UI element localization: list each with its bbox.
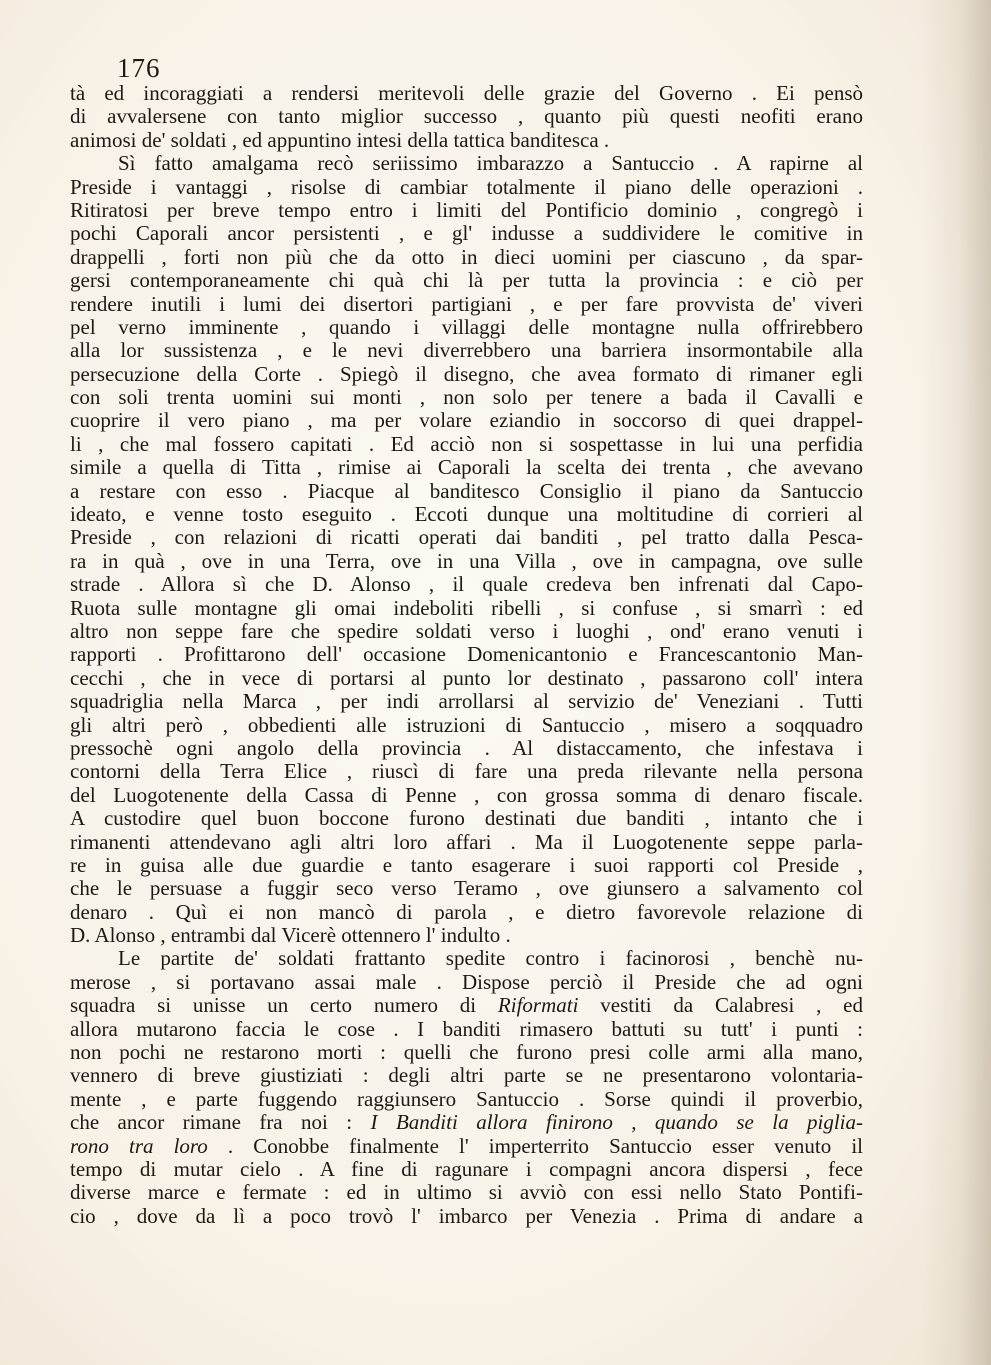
text-line: ra in quà , ove in una Terra, ove in una Villa , ove in campagna, ove sulle (70, 549, 863, 573)
text-line: drappelli , forti non più che da otto in dieci uomini per ciascuno , da spar- (70, 245, 863, 269)
text-line: re in guisa alle due guardie e tanto esagerare i suoi rapporti col Preside , (70, 853, 863, 877)
text-line: pressochè ogni angolo della provincia . Al distaccamento, che infestava i (70, 736, 863, 760)
text-line: vennero di breve giustiziati : degli altri parte se ne presentarono volontaria- (70, 1064, 863, 1088)
text-line: li , che mal fossero capitati . Ed acciò non si sospettasse in lui una perfidia (70, 432, 863, 456)
text-line: diverse marce e fermate : ed in ultimo si avviò con essi nello Stato Pontifi- (70, 1181, 863, 1205)
italic-phrase: rono tra loro (70, 1134, 208, 1158)
text-line: Preside i vantaggi , risolse di cambiar totalmente il piano delle operazioni . (70, 175, 863, 199)
text-line: allora mutarono faccia le cose . I banditi rimasero battuti su tutt' i punti : (70, 1017, 863, 1041)
text-line: che ancor rimane fra noi : I Banditi allora finirono , quando se la piglia- (70, 1111, 863, 1135)
text-line: A custodire quel buon boccone furono destinati due banditi , intanto che i (70, 807, 863, 831)
text-line: rapporti . Profittarono dell' occasione Domenicantonio e Francescantonio Man- (70, 643, 863, 667)
text-line: strade . Allora sì che D. Alonso , il quale credeva ben infrenati dal Capo- (70, 573, 863, 597)
italic-phrase: Riformati (497, 994, 579, 1018)
text-line: non pochi ne restarono morti : quelli che furono presi colle armi alla mano, (70, 1041, 863, 1065)
italic-phrase: I Banditi allora finirono , quando se la piglia- (370, 1111, 863, 1135)
text-line: animosi de' soldati , ed appuntino intesi della tattica banditesca . (70, 128, 610, 152)
text-line: gersi contemporaneamente chi quà chi là per tutta la provincia : e ciò per (70, 269, 863, 293)
text-line: tempo di mutar cielo . A fine di ragunare i compagni ancora dispersi , fece (70, 1157, 863, 1181)
text-line: Le partite de' soldati frattanto spedite contro i facinorosi , benchè nu- (118, 947, 863, 971)
text-line: merose , si portavano assai male . Dispose perciò il Preside che ad ogni (70, 970, 863, 994)
text-line: ideato, e venne tosto eseguito . Eccoti dunque una moltitudine di corrieri al (70, 503, 863, 527)
text-line: squadra si unisse un certo numero di Riformati vestiti da Calabresi , ed (70, 994, 863, 1018)
text-line: tà ed incoraggiati a rendersi meritevoli delle grazie del Governo . Ei pensò (70, 82, 863, 105)
text-line: mente , e parte fuggendo raggiunsero Santuccio . Sorse quindi il proverbio, (70, 1087, 863, 1111)
text-line: pel verno imminente , quando i villaggi delle montagne nulla offrirebbero (70, 315, 863, 339)
text-line: Sì fatto amalgama recò seriissimo imbarazzo a Santuccio . A rapirne al (118, 152, 863, 176)
text-line: D. Alonso , entrambi dal Vicerè ottennero l' indulto . (70, 924, 511, 948)
text-line: a restare con esso . Piacque al banditesco Consiglio il piano da Santuccio (70, 479, 863, 503)
text-line: Ruota sulle montagne gli omai indeboliti ribelli , si confuse , si smarrì : ed (70, 596, 863, 620)
text-line: alla lor sussistenza , e le nevi diverrebbero una barriera insormontabile alla (70, 339, 863, 363)
text-line: rimanenti attendevano agli altri loro affari . Ma il Luogotenente seppe parla- (70, 830, 863, 854)
text-line: cuoprire il vero piano , ma per volare eziandio in soccorso di quei drappel- (70, 409, 863, 433)
text-line: con soli trenta uomini sui monti , non solo per tenere a bada il Cavalli e (70, 386, 863, 410)
text-line: squadriglia nella Marca , per indi arrollarsi al servizio de' Veneziani . Tutti (70, 690, 863, 714)
text-line: Preside , con relazioni di ricatti operati dai banditi , pel tratto dalla Pesca- (70, 526, 863, 550)
text-line: Ritiratosi per breve tempo entro i limiti del Pontificio dominio , congregò i (70, 198, 863, 222)
text-line: rendere inutili i lumi dei disertori partigiani , e per fare provvista de' viveri (70, 292, 863, 316)
text-line: altro non seppe fare che spedire soldati verso i luoghi , ond' erano venuti i (70, 619, 863, 643)
text-line: di avvalersene con tanto miglior successo , quanto più questi neofiti erano (70, 105, 863, 129)
text-line: cecchi , che in vece di portarsi al punto lor destinato , passarono coll' intera (70, 666, 863, 690)
text-line: che le persuase a fuggir seco verso Teramo , ove giunsero a salvamento col (70, 877, 863, 901)
page-spine-shadow (921, 0, 991, 1365)
text-line: del Luogotenente della Cassa di Penne , con grossa somma di denaro fiscale. (70, 783, 863, 807)
text-line: pochi Caporali ancor persistenti , e gl' indusse a suddividere le comitive in (70, 222, 863, 246)
text-line: gli altri però , obbedienti alle istruzioni di Santuccio , misero a soqquadro (70, 713, 863, 737)
text-line: denaro . Quì ei non mancò di parola , e dietro favorevole relazione di (70, 900, 863, 924)
text-line: persecuzione della Corte . Spiegò il disegno, che avea formato di rimaner egli (70, 362, 863, 386)
text-line: simile a quella di Titta , rimise ai Caporali la scelta dei trenta , che avevano (70, 456, 863, 480)
text-line: contorni della Terra Elice , riuscì di fare una preda rilevante nella persona (70, 760, 863, 784)
text-line: rono tra loro . Conobbe finalmente l' imperterrito Santuccio esser venuto il (70, 1134, 863, 1158)
body-text (70, 82, 863, 1228)
text-line: cio , dove da lì a poco trovò l' imbarco per Venezia . Prima di andare a (70, 1204, 863, 1228)
page-number: 176 (117, 53, 161, 83)
